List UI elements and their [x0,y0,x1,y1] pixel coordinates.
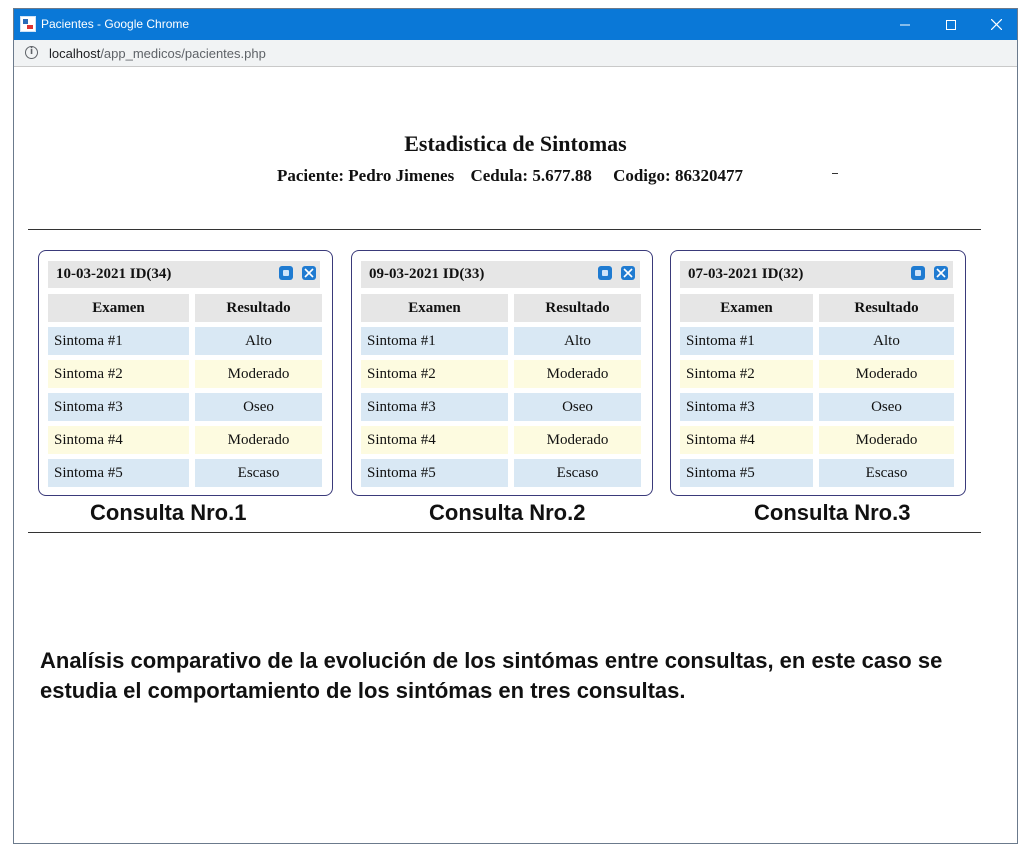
maximize-icon [946,20,956,30]
card-date: 09-03-2021 ID(33) [369,266,485,282]
card-header [48,261,320,288]
result-cell: Oseo [195,393,322,421]
analysis-text: Analísis comparativo de la evolución de los sintómas entre consultas, en este caso se estudia el comportamiento de los sintómas en tres consultas. [40,648,943,703]
exam-cell: Sintoma #1 [680,327,813,355]
consulta-caption-1: Consulta Nro.1 [90,500,247,525]
exam-cell: Sintoma #1 [361,327,508,355]
browser-window [13,8,1018,844]
column-header-exam: Examen [361,294,508,322]
card-maximize-button[interactable] [598,266,612,280]
top-divider [28,229,981,230]
address-bar[interactable] [14,40,1017,67]
close-button[interactable] [973,9,1019,40]
exam-cell: Sintoma #5 [48,459,189,487]
close-icon [991,19,1002,30]
url-text[interactable] [49,46,266,61]
url-host: localhost [49,46,101,61]
title-bar[interactable] [14,9,1017,40]
result-cell: Moderado [819,426,954,454]
patient-name: Paciente: Pedro Jimenes [277,166,455,185]
window-title: Pacientes - Google Chrome [41,17,190,31]
card-maximize-button[interactable] [279,266,293,280]
consulta-card-1 [38,250,333,496]
card-date: 07-03-2021 ID(32) [688,266,804,282]
result-cell: Moderado [514,426,641,454]
minimize-icon [900,20,910,30]
consulta-caption-3: Consulta Nro.3 [754,500,911,525]
close-icon [304,268,314,278]
card-header [361,261,640,288]
page-content [14,67,1017,843]
result-cell: Moderado [195,426,322,454]
exam-cell: Sintoma #5 [680,459,813,487]
info-icon[interactable]: i [25,46,38,59]
result-cell: Escaso [514,459,641,487]
url-path: /app_medicos/pacientes.php [100,46,266,61]
column-header-result: Resultado [514,294,641,322]
result-cell: Alto [819,327,954,355]
card-close-button[interactable] [621,266,635,280]
result-cell: Alto [514,327,641,355]
exam-cell: Sintoma #4 [48,426,189,454]
result-cell: Escaso [819,459,954,487]
exam-cell: Sintoma #3 [48,393,189,421]
exam-cell: Sintoma #3 [680,393,813,421]
card-close-button[interactable] [934,266,948,280]
result-cell: Oseo [819,393,954,421]
exam-cell: Sintoma #2 [680,360,813,388]
result-cell: Alto [195,327,322,355]
app-icon [20,16,36,32]
exam-cell: Sintoma #4 [680,426,813,454]
page-title: Estadistica de Sintomas [404,131,627,156]
exam-cell: Sintoma #2 [48,360,189,388]
result-cell: Moderado [514,360,641,388]
exam-cell: Sintoma #4 [361,426,508,454]
bottom-divider [28,532,981,533]
maximize-button[interactable] [928,9,974,40]
patient-codigo: Codigo: 86320477 [613,166,743,185]
result-cell: Moderado [195,360,322,388]
close-icon [936,268,946,278]
column-header-result: Resultado [195,294,322,322]
result-cell: Escaso [195,459,322,487]
consulta-card-2 [351,250,653,496]
consulta-card-3 [670,250,966,496]
exam-cell: Sintoma #1 [48,327,189,355]
patient-info [277,166,743,186]
card-close-button[interactable] [302,266,316,280]
card-date: 10-03-2021 ID(34) [56,266,172,282]
exam-cell: Sintoma #5 [361,459,508,487]
exam-cell: Sintoma #2 [361,360,508,388]
patient-cedula: Cedula: 5.677.88 [470,166,592,185]
close-icon [623,268,633,278]
column-header-result: Resultado [819,294,954,322]
dash-mark [832,173,838,174]
card-maximize-button[interactable] [911,266,925,280]
column-header-exam: Examen [48,294,189,322]
minimize-button[interactable] [882,9,928,40]
column-header-exam: Examen [680,294,813,322]
result-cell: Moderado [819,360,954,388]
card-header [680,261,953,288]
result-cell: Oseo [514,393,641,421]
consulta-caption-2: Consulta Nro.2 [429,500,586,525]
exam-cell: Sintoma #3 [361,393,508,421]
